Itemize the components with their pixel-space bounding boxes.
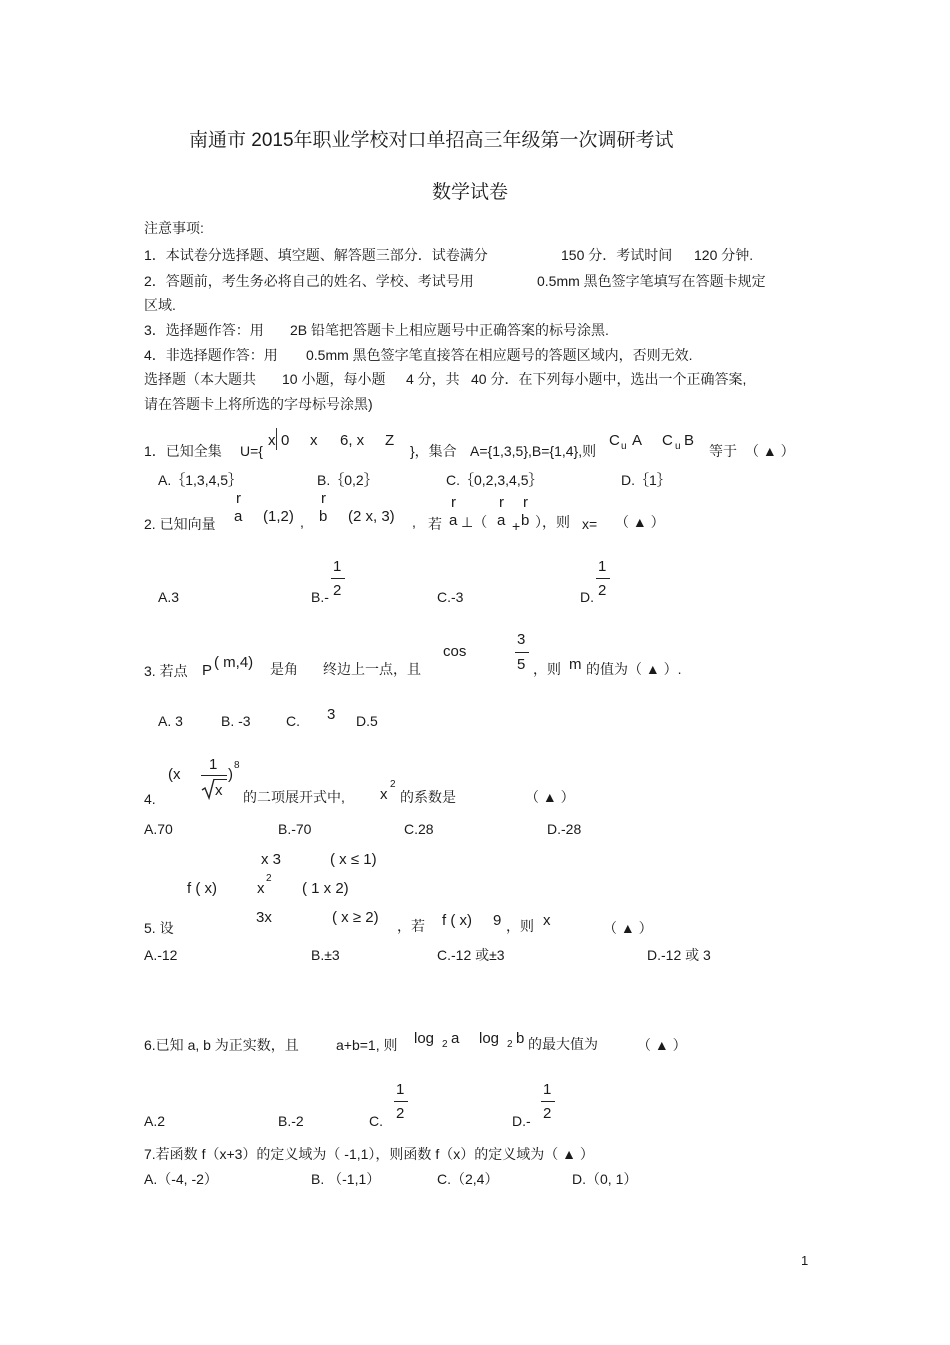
q4-fraction-bar: [201, 775, 227, 776]
page-title: 南通市 2015年职业学校对口单招高三年级第一次调研考试: [189, 130, 674, 151]
q3-stem: 3. 若点: [144, 663, 188, 679]
q2-option-b-fraction-bar: [331, 578, 345, 579]
q6-option-d-num: 1: [543, 1081, 552, 1098]
q3-option-c-value: 3: [327, 706, 336, 723]
notice-item-2: 2．答题前，考生务必将自己的姓名、学校、考试号用: [144, 273, 474, 289]
q2-answer-mark: （ ▲ ）: [615, 514, 665, 530]
q2-b2: b: [521, 512, 530, 529]
page-number: 1: [801, 1253, 809, 1268]
q5-if: ，若: [397, 918, 425, 934]
q5-piece-3-expr: 3x: [256, 909, 272, 926]
q4-paren-close: ): [228, 766, 233, 783]
q2-perp: ⊥（: [461, 514, 488, 530]
q6-condition: a+b=1, 则: [336, 1037, 398, 1053]
q1-complement-1: C: [609, 432, 620, 449]
q2-option-b-den: 2: [333, 582, 342, 599]
q6-b: b: [516, 1030, 525, 1047]
q2-stem: 2. 已知向量: [144, 516, 216, 532]
section-line-1b: 10 小题，每小题: [282, 371, 386, 387]
notice-item-4: 4．非选择题作答：用: [144, 347, 278, 363]
q1-stem-e: 等于: [709, 443, 737, 459]
q4-stem-a: 的二项展开式中,: [243, 789, 345, 805]
q5-label: 5. 设: [144, 920, 174, 936]
q2-vector-a-value: (1,2): [263, 508, 294, 525]
q3-point-P: P: [202, 662, 213, 679]
q5-option-b: B.±3: [311, 947, 340, 963]
q7-option-d: D.（0, 1）: [572, 1171, 638, 1187]
q1-set-Z: Z: [385, 432, 395, 449]
q6-option-d-den: 2: [543, 1105, 552, 1122]
q2-option-b-num: 1: [333, 558, 342, 575]
q6-answer-mark: （ ▲ ）: [637, 1037, 687, 1053]
notice-item-3: 3．选择题作答：用: [144, 322, 264, 338]
q6-log-2: log: [479, 1030, 500, 1047]
q2-option-b: B.-: [311, 589, 329, 605]
notice-heading: 注意事项:: [144, 220, 204, 236]
q1-set-x2: x: [310, 432, 318, 449]
q5-nine: 9: [493, 912, 502, 929]
q5-piece-3-cond: ( x ≥ 2): [332, 909, 379, 926]
q2-comma-1: ,: [300, 514, 304, 530]
q2-option-c: C.-3: [437, 589, 464, 605]
section-line-1a: 选择题（本大题共: [144, 371, 256, 387]
q4-answer-mark: （ ▲ ）: [525, 789, 575, 805]
q1-set-open: U={: [240, 443, 263, 459]
q2-option-d-den: 2: [598, 582, 607, 599]
q3-stem-e: 的值为（ ▲ ）.: [586, 661, 682, 677]
q4-option-b: B.-70: [278, 821, 312, 837]
q1-set-zero: 0: [281, 432, 290, 449]
q1-set-bar: [276, 428, 277, 450]
q2-arrow-a2: r: [451, 494, 456, 511]
q3-option-c: C.: [286, 713, 300, 729]
q5-piece-2-exponent: 2: [266, 873, 272, 884]
q3-stem-b: 是角: [270, 661, 298, 677]
q6-option-b: B.-2: [278, 1113, 304, 1129]
q3-option-a: A. 3: [158, 713, 183, 729]
q5-option-d: D.-12 或 3: [647, 947, 711, 963]
q2-option-d-fraction-bar: [596, 578, 610, 579]
q2-a2: a: [449, 512, 458, 529]
q1-answer-mark: （ ▲ ）: [745, 443, 795, 459]
q2-xeq: x=: [582, 516, 598, 532]
q2-if: 若: [428, 516, 442, 532]
q6-stem-b: 的最大值为: [528, 1036, 598, 1052]
q5-piece-2-expr: x: [257, 880, 265, 897]
q5-option-a: A.-12: [144, 947, 178, 963]
q6-option-c: C.: [369, 1113, 383, 1129]
q1-complement-2-sub: u: [675, 441, 681, 452]
q2-vector-a: a: [234, 508, 243, 525]
q2-vector-arrow-b: r: [321, 490, 326, 507]
q4-option-a: A.70: [144, 821, 173, 837]
q1-set-x: x: [268, 432, 276, 449]
q1-set-B: B: [684, 432, 695, 449]
notice-item-1c: 120 分钟.: [694, 247, 754, 263]
q4-stem-b: 的系数是: [400, 789, 456, 805]
q7-option-a: A.（-4, -2）: [144, 1171, 218, 1187]
q7-stem: 7.若函数 f（x+3）的定义域为（ -1,1），则函数 f（x）的定义域为（ ▲ ）: [144, 1146, 594, 1162]
q1-complement-1-sub: u: [621, 441, 627, 452]
notice-item-4b: 0.5mm 黑色签字笔直接答在相应题号的答题区域内，否则无效.: [306, 347, 693, 363]
q6-a: a: [451, 1030, 460, 1047]
page-subtitle: 数学试卷: [432, 182, 509, 203]
q5-piece-2-cond: ( 1 x 2): [302, 880, 349, 897]
q1-option-a: A.｛1,3,4,5｝: [158, 472, 243, 488]
q6-option-c-num: 1: [396, 1081, 405, 1098]
notice-item-3b: 2B 铅笔把答题卡上相应题号中正确答案的标号涂黑.: [290, 322, 609, 338]
q2-plus: +: [512, 518, 521, 534]
q3-cos: cos: [443, 643, 467, 660]
q3-option-d: D.5: [356, 713, 378, 729]
q2-vector-b: b: [319, 508, 328, 525]
q6-log-1: log: [414, 1030, 435, 1047]
q6-stem: 6.已知 a, b 为正实数，且: [144, 1037, 299, 1053]
notice-item-2c: 区域.: [144, 297, 176, 313]
q3-point-coord: ( m,4): [214, 654, 254, 671]
q7-option-b: B. （-1,1）: [311, 1171, 381, 1187]
q1-option-b: B.｛0,2｝: [317, 472, 378, 488]
notice-item-1: 1．本试卷分选择题、填空题、解答题三部分．试卷满分: [144, 247, 488, 263]
q1-complement-2: C: [662, 432, 673, 449]
q5-function: f ( x): [187, 880, 217, 897]
q4-paren-open: (x: [168, 766, 181, 783]
q5-x: x: [543, 912, 551, 929]
q6-option-c-fraction-bar: [394, 1101, 408, 1102]
q2-vector-b-value: (2 x, 3): [348, 508, 395, 525]
q5-piece-1-expr: x 3: [261, 851, 282, 868]
q1-stem-c: }，集合: [410, 443, 457, 459]
q2-comma-2: ,: [412, 514, 416, 530]
q5-option-c: C.-12 或±3: [437, 947, 505, 963]
q6-option-d: D.-: [512, 1113, 531, 1129]
q3-fraction-bar: [515, 652, 529, 653]
q4-sqrt-bar: [214, 779, 227, 780]
q6-option-d-fraction-bar: [541, 1101, 555, 1102]
q5-answer-mark: （ ▲ ）: [603, 920, 653, 936]
sqrt-icon: [201, 778, 215, 800]
q4-x: x: [380, 786, 388, 803]
q5-then: ，则: [506, 918, 534, 934]
q1-set-6x: 6, x: [340, 432, 365, 449]
q3-stem-d: ，则: [533, 661, 561, 677]
section-line-1d: 40 分．在下列每小题中，选出一个正确答案,: [471, 371, 747, 387]
q6-option-c-den: 2: [396, 1105, 405, 1122]
q4-exponent: 8: [234, 760, 240, 771]
q4-sqrt-x: x: [215, 782, 223, 799]
q3-m: m: [569, 656, 582, 673]
q2-close: ），则: [535, 514, 570, 530]
q1-set-A: A: [632, 432, 643, 449]
q3-stem-c: 终边上一点，且: [323, 661, 421, 677]
q3-fraction-num: 3: [517, 631, 526, 648]
q4-label: 4.: [144, 791, 156, 807]
q7-option-c: C.（2,4）: [437, 1171, 499, 1187]
q2-option-a: A.3: [158, 589, 180, 605]
q4-fraction-num: 1: [209, 756, 218, 773]
q6-log-2-base: 2: [507, 1039, 513, 1050]
q4-option-d: D.-28: [547, 821, 582, 837]
section-line-1c: 4 分，共: [406, 371, 460, 387]
notice-item-1b: 150 分．考试时间: [561, 247, 673, 263]
q2-vector-arrow-a: r: [236, 490, 241, 507]
q6-log-1-base: 2: [442, 1039, 448, 1050]
q2-option-d-num: 1: [598, 558, 607, 575]
q2-a3: a: [497, 512, 506, 529]
section-line-2: 请在答题卡上将所选的字母标号涂黑): [144, 396, 373, 412]
q1-option-c: C.｛0,2,3,4,5｝: [446, 472, 543, 488]
q1-stem: 1．已知全集: [144, 443, 222, 459]
q1-stem-d: A={1,3,5},B={1,4},则: [470, 443, 597, 459]
q5-piece-1-cond: ( x ≤ 1): [330, 851, 377, 868]
q2-arrow-a3: r: [499, 494, 504, 511]
q6-option-a: A.2: [144, 1113, 166, 1129]
q1-option-d: D.｛1｝: [621, 472, 671, 488]
notice-item-2b: 0.5mm 黑色签字笔填写在答题卡规定: [537, 273, 766, 289]
q2-option-d: D.: [580, 589, 594, 605]
q3-option-b: B. -3: [221, 713, 251, 729]
q5-fx: f ( x): [442, 912, 472, 929]
q4-x-exponent: 2: [390, 779, 396, 790]
q4-option-c: C.28: [404, 821, 434, 837]
q3-fraction-den: 5: [517, 656, 526, 673]
q2-arrow-b2: r: [523, 494, 528, 511]
